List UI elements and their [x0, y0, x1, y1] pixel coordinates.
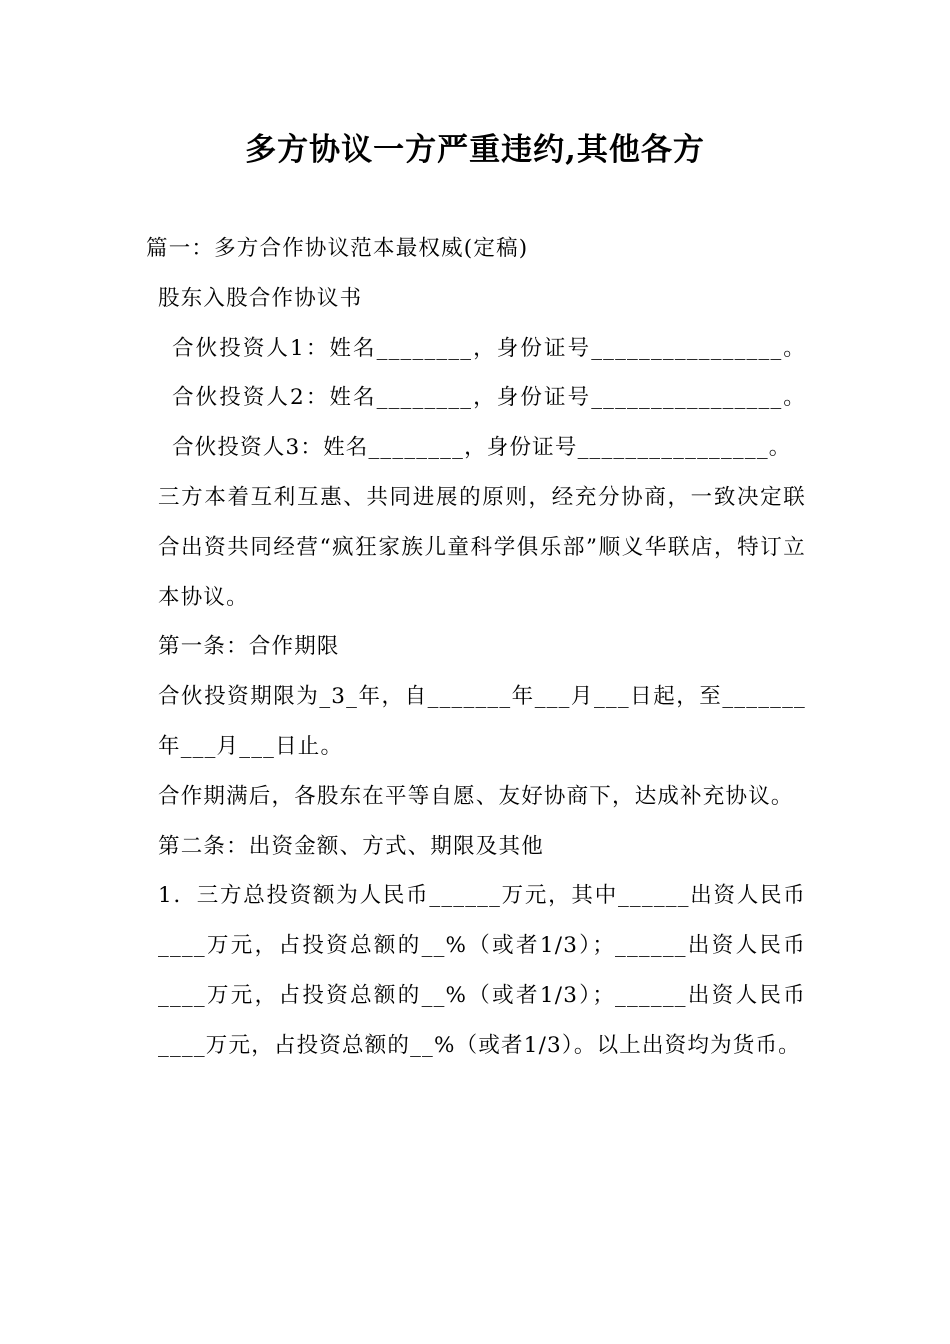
investment-paragraph: 1．三方总投资额为人民币______万元，其中______出资人民币____万元，占投资总额的__%（或者1/3）；______出资人民币____万元，占投资总额的__%（或者1/3）；______出资人民币____万元，占投资总额的__%（或者1/3）。以上出资均为货币。: [158, 883, 806, 1058]
article-1-heading: 第一条：合作期限: [158, 634, 340, 660]
preamble-paragraph: 三方本着互利互惠、共同进展的原则，经充分协商，一致决定联合出资共同经营“疯狂家族儿童科学俱乐部”顺义华联店，特订立本协议。: [158, 484, 806, 610]
agreement-name: 股东入股合作协议书: [158, 285, 363, 311]
section-heading: 篇一：多方合作协议范本最权威(定稿): [146, 236, 529, 261]
renewal-paragraph: 合作期满后，各股东在平等自愿、友好协商下，达成补充协议。: [158, 783, 794, 809]
article-2-heading: 第二条：出资金额、方式、期限及其他: [158, 833, 544, 859]
document-title: 多方协议一方严重违约,其他各方: [245, 132, 705, 168]
term-paragraph: 合伙投资期限为_3_年，自_______年___月___日起，至_______年___月___日止。: [158, 684, 806, 759]
investor-paragraph: 合伙投资人1：姓名________，身份证号________________。 合伙投资人2：姓名________，身份证号________________。 合伙投资人3：姓名________，身份证号________________。: [172, 335, 806, 461]
document-body: [146, 224, 806, 1071]
